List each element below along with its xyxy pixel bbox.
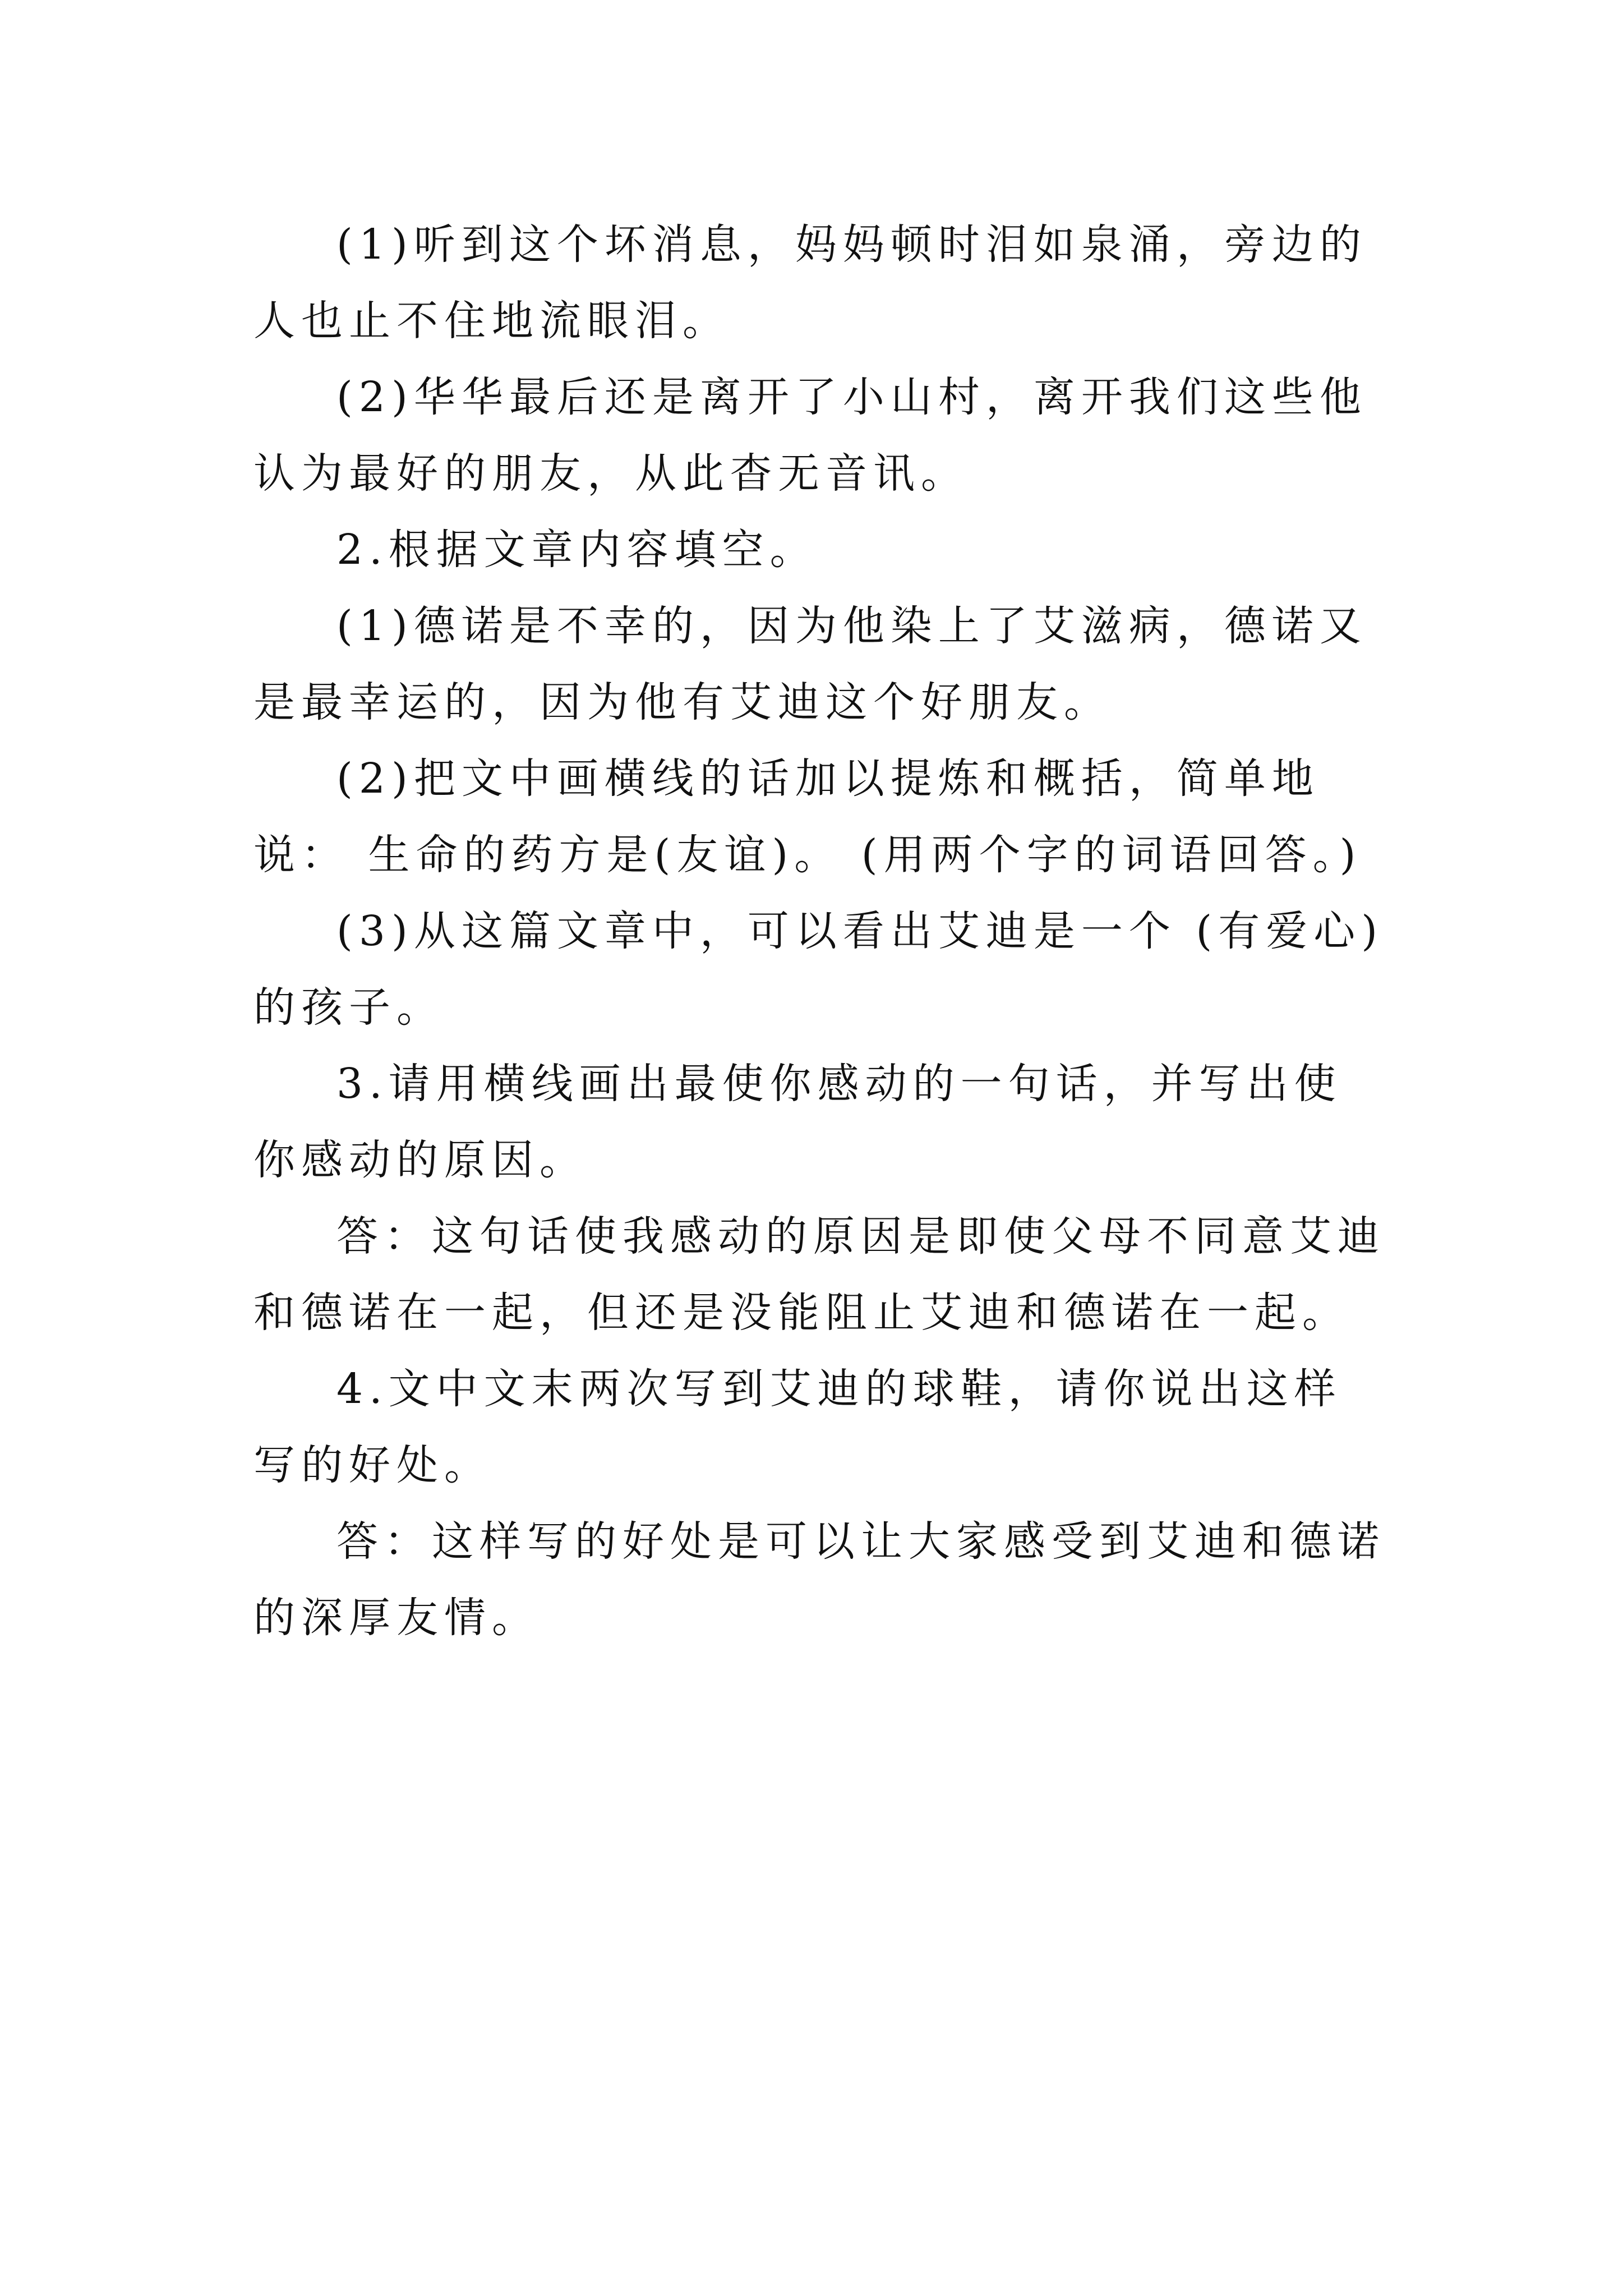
document-body	[253, 206, 1386, 1656]
question-heading: 3.请用横线画出最使你感动的一句话，并写出使你感动的原因。	[253, 1060, 1342, 1184]
paragraph: (1)听到这个坏消息，妈妈顿时泪如泉涌，旁边的人也止不住地流眼泪。	[253, 220, 1367, 345]
paragraph: (3)从这篇文章中，可以看出艾迪是一个 (有爱心)的孩子。	[253, 907, 1384, 1032]
question-heading: 2.根据文章内容填空。	[336, 526, 818, 574]
answer-paragraph: 答：这样写的好处是可以让大家感受到艾迪和德诺的深厚友情。	[253, 1517, 1385, 1642]
answer-paragraph: 答：这句话使我感动的原因是即使父母不同意艾迪和德诺在一起，但还是没能阻止艾迪和德诺在一起。	[253, 1212, 1385, 1337]
paragraph: (2)把文中画横线的话加以提炼和概括，简单地说： 生命的药方是(友谊)。 (用两个字的词语回答。)	[253, 754, 1362, 879]
paragraph: (2)华华最后还是离开了小山村，离开我们这些他认为最好的朋友，从此杳无音讯。	[253, 373, 1367, 498]
question-heading: 4.文中文末两次写到艾迪的球鞋，请你说出这样写的好处。	[253, 1365, 1342, 1489]
paragraph: (1)德诺是不幸的，因为他染上了艾滋病，德诺又是最幸运的，因为他有艾迪这个好朋友。	[253, 602, 1367, 726]
